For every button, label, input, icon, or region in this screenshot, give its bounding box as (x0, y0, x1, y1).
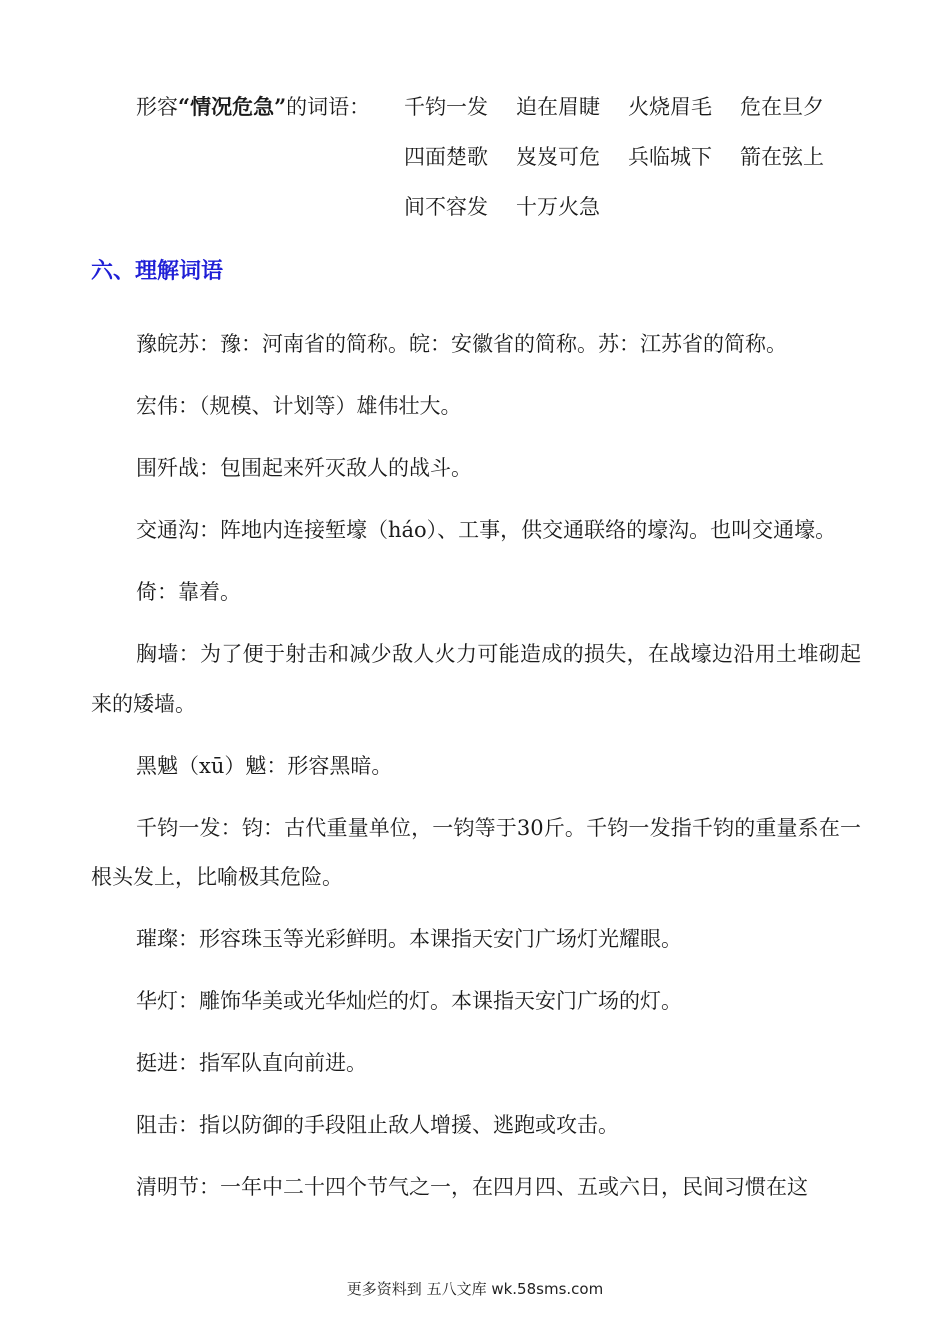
crisis-idioms-block (136, 82, 896, 232)
section-heading: 六、理解词语 (91, 259, 224, 284)
definition-text: 包围起来歼灭敌人的战斗。 (220, 456, 472, 480)
definition-term: 千钧一发： (136, 815, 242, 840)
idiom: 兵临城下 (628, 145, 712, 169)
definition-item (91, 1039, 861, 1089)
definition-item (91, 742, 861, 792)
definition-text: 为了便于射击和减少敌人火力可能造成的损失，在战壕边沿用土堆砌起来的矮墙。 (91, 642, 861, 716)
idiom-category-prefix: 形容 (136, 95, 178, 119)
definition-term: 豫皖苏： (136, 332, 220, 356)
definition-text: 一年中二十四个节气之一，在四月四、五或六日，民间习惯在这 (220, 1175, 808, 1199)
idiom-row (136, 82, 896, 132)
definition-item (91, 444, 861, 494)
definition-term: 阻击： (136, 1113, 199, 1137)
idiom: 间不容发 (404, 195, 488, 219)
definition-text: 形容珠玉等光彩鲜明。本课指天安门广场灯光耀眼。 (199, 927, 682, 951)
idiom: 迫在眉睫 (516, 95, 600, 119)
definition-item (91, 1163, 861, 1213)
definition-text: 靠着。 (178, 580, 241, 604)
idiom-category-label (136, 89, 404, 125)
idiom: 箭在弦上 (740, 145, 824, 169)
definition-text: 形容黑暗。 (287, 753, 393, 778)
definition-item (91, 1101, 861, 1151)
definition-text: 指军队直向前进。 (199, 1051, 367, 1075)
definition-text: 阵地内连接堑壕（háo）、工事，供交通联络的壕沟。也叫交通壕。 (220, 518, 837, 542)
definitions-list (91, 320, 861, 1225)
definition-term: 宏伟： (136, 394, 199, 418)
definition-term: 黑魆（xū）魆： (136, 753, 288, 778)
definition-item (91, 804, 861, 903)
definition-text: 豫：河南省的简称。皖：安徽省的简称。苏：江苏省的简称。 (220, 332, 787, 356)
idiom: 火烧眉毛 (628, 95, 712, 119)
footer-link[interactable]: 更多资料到 五八文库 wk.58sms.com (346, 1280, 604, 1298)
definition-text: （规模、计划等）雄伟壮大。 (199, 394, 462, 418)
definition-item (91, 320, 861, 370)
definition-text: 钧：古代重量单位，一钧等于30斤。千钧一发指千钧的重量系在一根头发上，比喻极其危险。 (91, 815, 861, 889)
definition-term: 交通沟： (136, 518, 220, 542)
definition-term: 挺进： (136, 1051, 199, 1075)
idiom: 千钧一发 (404, 95, 488, 119)
definition-term: 胸墙： (136, 642, 200, 666)
idiom: 危在旦夕 (740, 95, 824, 119)
idiom-row (136, 182, 896, 232)
idiom-category-suffix: 的词语： (286, 95, 371, 119)
definition-term: 华灯： (136, 989, 199, 1013)
idiom-category-keyword: “情况危急” (178, 94, 287, 119)
definition-term: 倚： (136, 580, 178, 604)
definition-item (91, 630, 861, 729)
definition-text: 雕饰华美或光华灿烂的灯。本课指天安门广场的灯。 (199, 989, 682, 1013)
definition-text: 指以防御的手段阻止敌人增援、逃跑或攻击。 (199, 1113, 619, 1137)
definition-item (91, 568, 861, 618)
definition-item (91, 915, 861, 965)
definition-term: 璀璨： (136, 927, 199, 951)
definition-item (91, 977, 861, 1027)
idiom: 四面楚歌 (404, 145, 488, 169)
idiom: 十万火急 (516, 195, 600, 219)
idiom: 岌岌可危 (516, 145, 600, 169)
definition-item (91, 382, 861, 432)
definition-term: 围歼战： (136, 456, 220, 480)
idiom-row (136, 132, 896, 182)
definition-item (91, 506, 861, 556)
definition-term: 清明节： (136, 1175, 220, 1199)
